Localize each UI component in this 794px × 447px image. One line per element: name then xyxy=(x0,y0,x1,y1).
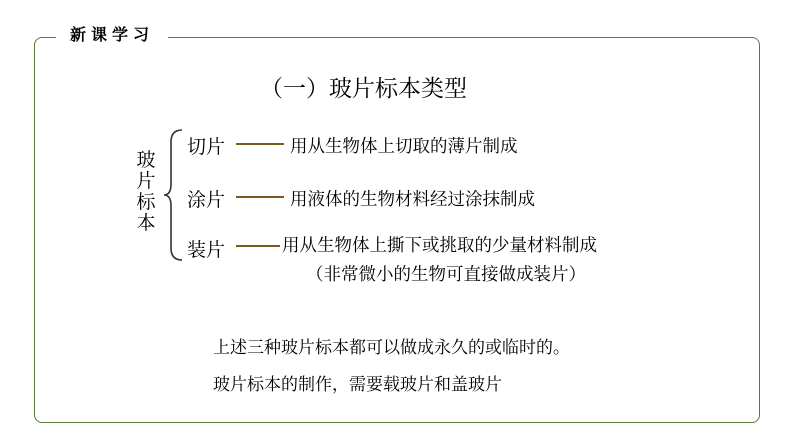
slide-title: （一）玻片标本类型 xyxy=(260,76,467,102)
type-label-zhuangpian: 装片 xyxy=(187,239,226,261)
connector-line xyxy=(236,143,284,145)
type-label-qiepian: 切片 xyxy=(187,136,226,158)
connector-line xyxy=(236,196,284,198)
category-text: 玻片标本 xyxy=(136,149,156,234)
brace-icon xyxy=(162,128,184,262)
section-header: 新课学习 xyxy=(56,22,168,48)
type-note-zhuangpian: （非常微小的生物可直接做成装片） xyxy=(306,265,586,285)
type-desc-qiepian: 用从生物体上切取的薄片制成 xyxy=(290,137,518,157)
connector-line xyxy=(236,245,280,247)
summary-note: 上述三种玻片标本都可以做成永久的或临时的。 xyxy=(213,338,570,358)
category-label xyxy=(135,150,157,234)
type-label-tupian: 涂片 xyxy=(187,189,226,211)
type-desc-tupian: 用液体的生物材料经过涂抹制成 xyxy=(290,190,535,210)
preparation-note: 玻片标本的制作，需要载玻片和盖玻片 xyxy=(213,375,502,395)
type-desc-zhuangpian: 用从生物体上撕下或挑取的少量材料制成 xyxy=(282,236,597,256)
